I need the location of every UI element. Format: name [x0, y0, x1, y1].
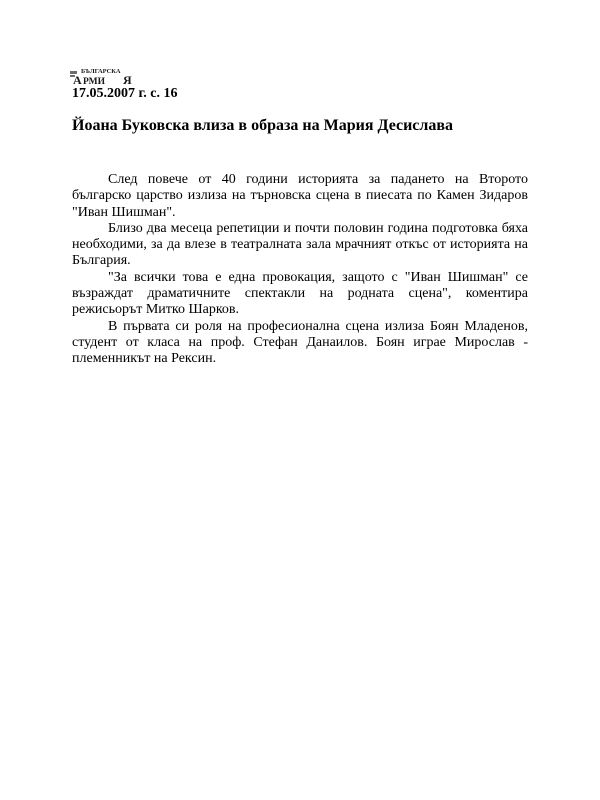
date-issue-page: 17.05.2007 г. с. 16: [72, 86, 178, 101]
logo-main-text-mid: РМИ: [83, 77, 105, 86]
logo-main-text-left: А: [73, 73, 82, 86]
article-paragraph: В първата си роля на професионална сцена излиза Боян Младенов, студент от класа на проф. Стефан Данаилов. Боян играе Мирослав - племенникът на Рексин.: [72, 318, 528, 367]
article-title: Йоана Буковска влиза в образа на Мария Десислава: [72, 117, 454, 134]
logo-main-text-right: Я: [123, 73, 132, 86]
article-paragraph: "За всички това е една провокация, защото с "Иван Шишман" се възраждат драматичните спектакли на родната сцена", коментира режисьорът Митко Шарков.: [72, 269, 528, 318]
article-paragraph: След повече от 40 години историята за падането на Второто българско царство излиза на търновска сцена в пиесата по Камен Зидаров "Иван Шишман".: [72, 172, 528, 220]
article-paragraph: Близо два месеца репетиции и почти половин година подготовка бяха необходими, за да влезе в театралната зала мрачният откъс от историята на България.: [72, 220, 528, 269]
logo-top-text: БЪЛГАРСКА: [81, 68, 121, 75]
article-body: [72, 172, 528, 368]
newspaper-logo: [70, 66, 138, 86]
